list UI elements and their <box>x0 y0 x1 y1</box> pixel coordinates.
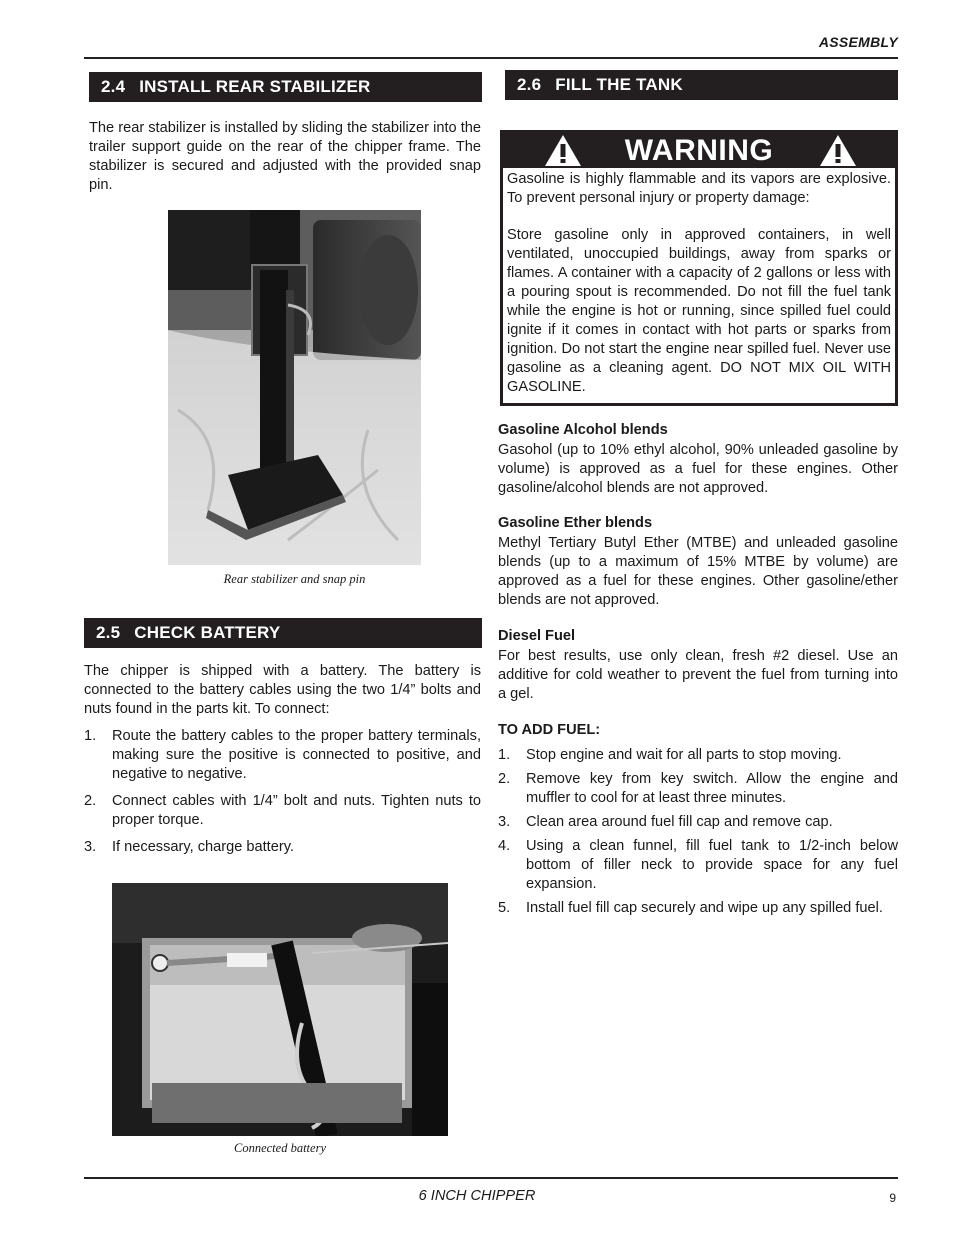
ether-blends-heading: Gasoline Ether blends <box>498 515 653 531</box>
section-number: 2.6 <box>517 75 542 94</box>
header-section-label: ASSEMBLY <box>818 34 898 50</box>
section-2-6-heading <box>505 70 898 100</box>
list-item <box>498 899 898 918</box>
section-number: 2.5 <box>96 623 121 642</box>
diesel-fuel-heading: Diesel Fuel <box>498 628 576 644</box>
section-title: INSTALL REAR STABILIZER <box>139 77 371 96</box>
section-number: 2.4 <box>101 77 126 96</box>
step-number: 1. <box>84 728 97 744</box>
step-number: 1. <box>498 747 511 763</box>
step-number: 3. <box>498 814 511 830</box>
section-title: CHECK BATTERY <box>134 623 281 642</box>
warning-paragraph-1: Gasoline is highly flammable and its vapors are explosive. To prevent personal injury or property damage: <box>507 171 891 206</box>
step-text: Connect cables with 1/4” bolt and nuts. Tighten nuts to proper torque. <box>112 793 481 828</box>
step-number: 3. <box>84 839 97 855</box>
footer-title: 6 INCH CHIPPER <box>418 1188 536 1204</box>
step-text: Remove key from key switch. Allow the engine and muffler to cool for at least three minutes. <box>526 771 898 806</box>
step-text: Route the battery cables to the proper battery terminals, making sure the positive is connected to positive, and negative to negative. <box>112 728 481 782</box>
battery-photo <box>112 883 448 1136</box>
warning-body <box>503 168 895 397</box>
list-item <box>498 813 898 832</box>
list-item <box>84 838 481 857</box>
warning-header <box>503 133 895 168</box>
step-text: If necessary, charge battery. <box>112 839 294 855</box>
warning-box <box>500 130 898 406</box>
step-text: Stop engine and wait for all parts to stop moving. <box>526 747 842 763</box>
alcohol-blends-text: Gasohol (up to 10% ethyl alcohol, 90% unleaded gasoline by volume) is approved as a fuel for these engines. Other gasoline/alcohol blends are not approved. <box>498 442 898 496</box>
rear-stabilizer-photo <box>168 210 421 565</box>
list-item <box>84 727 481 784</box>
step-number: 2. <box>498 771 511 787</box>
section-2-5-heading <box>84 618 482 648</box>
list-item <box>84 792 481 830</box>
section-2-5-body: The chipper is shipped with a battery. The battery is connected to the battery cables using the two 1/4” bolts and nuts found in the parts kit. To connect: <box>84 663 481 717</box>
warning-triangle-icon <box>544 134 582 172</box>
add-fuel-steps-list <box>498 746 898 918</box>
stabilizer-photo-caption: Rear stabilizer and snap pin <box>223 572 366 586</box>
section-2-4-heading <box>89 72 482 102</box>
header-rule <box>84 57 898 59</box>
list-item <box>498 837 898 894</box>
add-fuel-heading: TO ADD FUEL: <box>498 722 601 738</box>
battery-photo-caption: Connected battery <box>234 1141 326 1155</box>
step-text: Install fuel fill cap securely and wipe up any spilled fuel. <box>526 900 883 916</box>
page-number: 9 <box>889 1191 896 1205</box>
warning-title: WARNING <box>624 133 774 167</box>
step-number: 5. <box>498 900 511 916</box>
diesel-fuel-text: For best results, use only clean, fresh #2 diesel. Use an additive for cold weather to prevent the fuel from turning into a gel. <box>498 648 898 702</box>
step-text: Clean area around fuel fill cap and remove cap. <box>526 814 833 830</box>
step-number: 4. <box>498 838 511 854</box>
section-2-4-body: The rear stabilizer is installed by sliding the stabilizer into the trailer support guide on the rear of the chipper frame. The stabilizer is secured and adjusted with the provided snap pin. <box>89 120 481 193</box>
footer-rule <box>84 1177 898 1179</box>
section-title: FILL THE TANK <box>555 75 683 94</box>
warning-triangle-icon <box>819 134 857 172</box>
step-text: Using a clean funnel, fill fuel tank to 1/2-inch below bottom of filler neck to provide space for any fuel expansion. <box>526 838 898 892</box>
step-number: 2. <box>84 793 97 809</box>
battery-steps-list <box>84 727 481 857</box>
list-item <box>498 770 898 808</box>
ether-blends-text: Methyl Tertiary Butyl Ether (MTBE) and unleaded gasoline blends (up to a maximum of 15% MTBE by volume) are approved as a fuel for these engines. Other gasoline/ether blends are not approved. <box>498 535 898 608</box>
alcohol-blends-heading: Gasoline Alcohol blends <box>498 422 668 438</box>
list-item <box>498 746 898 765</box>
warning-paragraph-2: Store gasoline only in approved containers, in well ventilated, unoccupied buildings, away from sparks or flames. A container with a capacity of 2 gallons or less with a pouring spout is recommended. Do not fill the fuel tank while the engine is hot or running, since spilled fuel could ignite if it comes in contact with hot parts or sparks from ignition. Do not start the engine near spilled fuel. Never use gasoline as a cleaning agent. DO NOT MIX OIL WITH GASOLINE. <box>507 227 891 395</box>
